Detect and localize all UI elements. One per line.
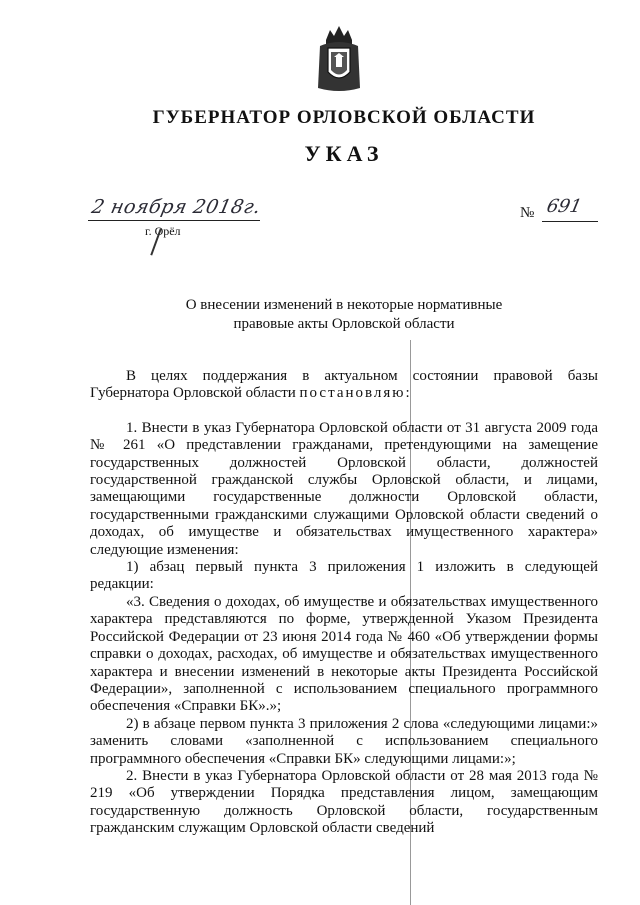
decree-subject (0, 296, 640, 334)
subject-line-2: правовые акты Орловской области (233, 316, 455, 332)
preamble-text: В целях поддержания в актуальном состоянии правовой базы Губернатора Орловской области (90, 368, 598, 402)
item-2-paragraph: 2. Внести в указ Губернатора Орловской области от 28 мая 2013 года № 219 «Об утверждении Порядка представления лицом, замещающим государственную должность Орловской области, государственным гражданским служащим Орловской области сведений (90, 767, 598, 837)
city-label: г. Орёл (145, 224, 181, 238)
decree-heading: УКАЗ (304, 141, 384, 166)
preamble-paragraph (90, 368, 598, 403)
handwritten-date: 2 ноября 2018г. (89, 196, 263, 218)
preamble-decree-word: постановляю (299, 385, 406, 402)
item-1-2-paragraph: 2) в абзаце первом пункта 3 приложения 2 слова «следующими лицами:» заменить словами «заполненной с использованием специального программного обеспечения «Справки БК» следующими лицами:»; (90, 715, 598, 767)
decree-body (90, 368, 598, 838)
governor-heading: ГУБЕРНАТОР ОРЛОВСКОЙ ОБЛАСТИ (152, 107, 536, 128)
item-1-1-text-paragraph: «3. Сведения о доходах, об имуществе и обязательствах имущественного характера представляются по форме, утвержденной Указом Президента Российской Федерации от 23 июня 2014 года № 460 «Об утверждении формы справки о доходах, расходах, об имуществе и обязательствах имущественного характера и внесении изменений в некоторые акты Президента Российской Федерации», заполненной с использованием специального программного обеспечения «Справки БК».»; (90, 593, 598, 715)
preamble-colon: : (405, 385, 410, 402)
item-1-1-paragraph: 1) абзац первый пункта 3 приложения 1 изложить в следующей редакции: (90, 559, 598, 593)
number-label: № (520, 205, 535, 221)
subject-line-1: О внесении изменений в некоторые нормативные (185, 297, 503, 313)
item-1-paragraph: 1. Внести в указ Губернатора Орловской области от 31 августа 2009 года № 261 «О представлении гражданами, претендующими на замещение государственных должностей Орловской области, должностей государственной гражданской службы Орловской области, и лицами, замещающими государственные должности Орловской области, государственными гражданскими служащими Орловской области сведений о доходах, об имуществе и обязательствах имущественного характера» следующие изменения: (90, 419, 598, 558)
coat-of-arms-emblem-icon (316, 24, 362, 94)
handwritten-number: 691 (544, 196, 584, 217)
